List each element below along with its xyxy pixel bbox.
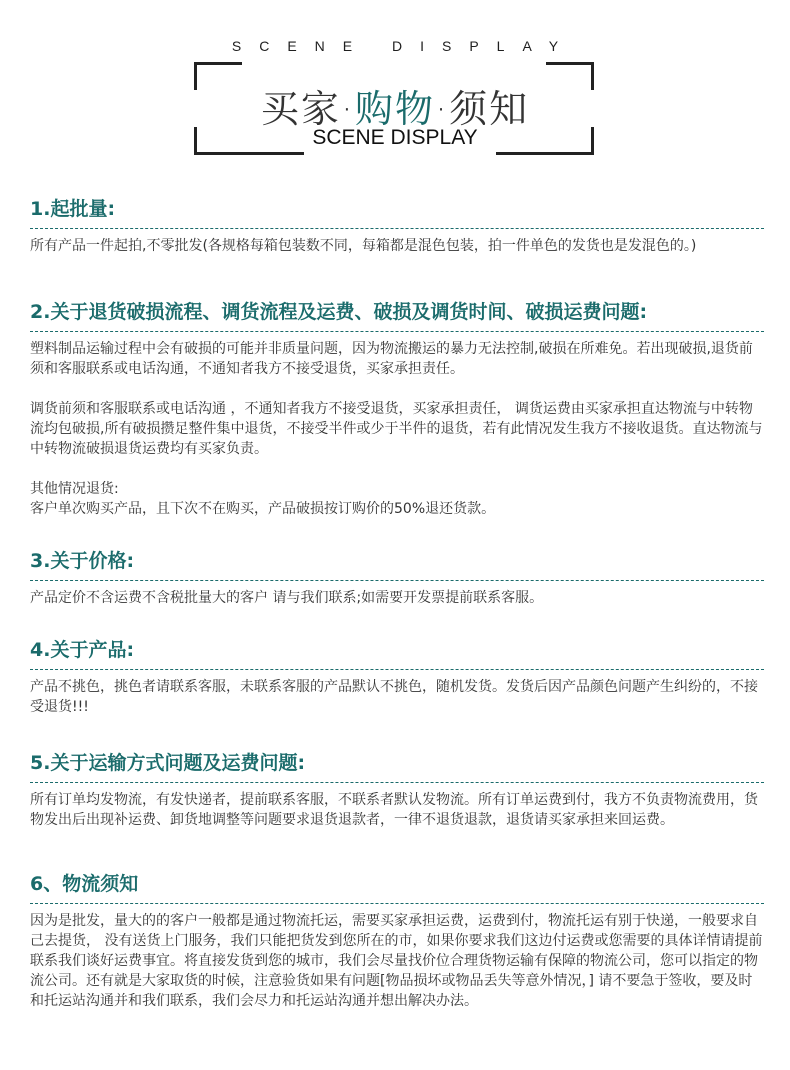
- section-paragraph: 所有产品一件起拍,不零批发(各规格每箱包装数不同，每箱都是混色包装，拍一件单色的发货也是发混色的。): [30, 238, 697, 254]
- section-paragraph: 所有订单均发物流，有发快递者，提前联系客服，不联系者默认发物流。所有订单运费到付，我方不负责物流费用，货物发出后出现补运费、卸货地调整等问题要求退货退款者，一律不退货退款，退货请买家承担来回运费。: [30, 792, 758, 828]
- section-title: 4.关于产品:: [30, 637, 764, 670]
- section-paragraph: 调货前须和客服联系或电话沟通 ，不通知者我方不接受退货，买家承担责任， 调货运费由买家承担直达物流与中转物流均包破损,所有破损攒足整件集中退货，不接受半件或少于半件的退货，若有此情况发生我方不接收退货。直达物流与中转物流破损退货运费均有买家负责。: [30, 401, 763, 457]
- section-title: 1.起批量:: [30, 196, 764, 229]
- section-returns: [30, 299, 764, 519]
- page-subtitle: SCENE DISPLAY: [312, 126, 478, 149]
- section-title: 5.关于运输方式问题及运费问题:: [30, 750, 764, 783]
- section-price: [30, 548, 764, 608]
- section-paragraph: 因为是批发，量大的的客户一般都是通过物流托运，需要买家承担运费，运费到付，物流托运有别于快递，一般要求自己去提货， 没有送货上门服务，我们只能把货发到您所在的市，如果你要求我们这边付运费或您需要的具体详情请提前联系我们谈好运费事宜。将直接发货到您的城市，我们会尽量找价位合理货物运输有保障的物流公司，您可以指定的物流公司。还有就是大家取货的时候，注意验货如果有问题[物品损坏或物品丢失等意外情况，] 请不要急于签收，要及时和托运站沟通并和我们联系，我们会尽力和托运站沟通并想出解决办法。: [30, 913, 763, 1009]
- section-paragraph: 产品不挑色，挑色者请联系客服，未联系客服的产品默认不挑色，随机发货。发货后因产品颜色问题产生纠纷的，不接受退货!!!: [30, 679, 758, 715]
- header: [0, 0, 790, 175]
- section-title: 6、物流须知: [30, 871, 764, 904]
- section-title: 3.关于价格:: [30, 548, 764, 581]
- header-tag: SCENE DISPLAY: [231, 38, 577, 54]
- section-shipping: [30, 750, 764, 830]
- section-logistics: [30, 871, 764, 1011]
- page-title: 买家·购物·须知: [260, 87, 530, 131]
- section-title: 2.关于退货破损流程、调货流程及运费、破损及调货时间、破损运费问题:: [30, 299, 764, 332]
- section-min-order: [30, 196, 764, 256]
- section-product: [30, 637, 764, 717]
- section-paragraph: 塑料制品运输过程中会有破损的可能并非质量问题，因为物流搬运的暴力无法控制,破损在所难免。若出现破损,退货前须和客服联系或电话沟通，不通知者我方不接受退货，买家承担责任。: [30, 341, 753, 377]
- section-paragraph: 其他情况退货: 客户单次购买产品，且下次不在购买，产品破损按订购价的50%退还货款。: [30, 481, 496, 517]
- section-paragraph: 产品定价不含运费不含税批量大的客户 请与我们联系;如需要开发票提前联系客服。: [30, 590, 544, 606]
